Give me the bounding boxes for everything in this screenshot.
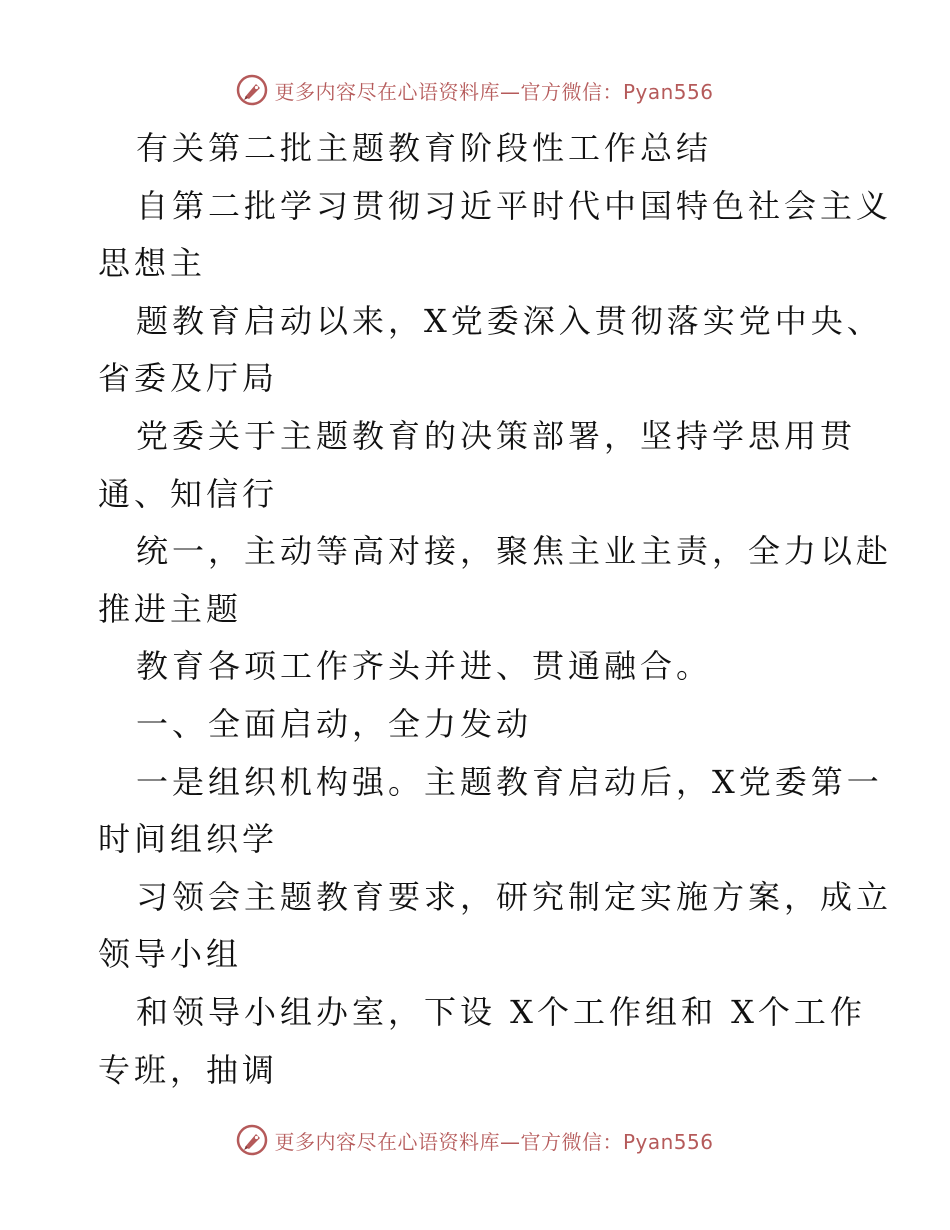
- fountain-pen-logo-icon: [236, 1124, 268, 1156]
- section-heading: 一、全面启动，全力发动: [136, 704, 533, 743]
- doc-line: 时间组织学: [98, 820, 279, 859]
- doc-line: 思想主: [98, 244, 207, 283]
- fountain-pen-logo-icon: [236, 74, 268, 106]
- doc-line: 通、知信行: [98, 474, 279, 513]
- doc-line: 有关第二批主题教育阶段性工作总结: [136, 129, 713, 167]
- watermark-text: 更多内容尽在心语资料库—官方微信：Pyan556: [274, 79, 714, 104]
- doc-line: 党委关于主题教育的决策部署，坚持学思用贯: [136, 416, 857, 455]
- watermark-text: 更多内容尽在心语资料库—官方微信：Pyan556: [274, 1129, 714, 1154]
- doc-line: 自第二批学习贯彻习近平时代中国特色社会主义: [136, 186, 893, 225]
- doc-line: 推进主题: [98, 589, 243, 628]
- doc-line: 一是组织机构强。主题教育启动后，X党委第一: [136, 762, 883, 801]
- doc-line: 习领会主题教育要求，研究制定实施方案，成立: [136, 877, 893, 916]
- watermark-footer: [0, 1120, 950, 1160]
- doc-line: 专班，抽调: [98, 1050, 279, 1089]
- doc-line: 和领导小组办室，下设 X个工作组和 X个工作: [136, 992, 866, 1031]
- doc-line: 教育各项工作齐头并进、贯通融合。: [136, 647, 713, 686]
- watermark-header: [0, 70, 950, 110]
- document-body: [98, 120, 893, 1099]
- doc-line: 题教育启动以来，X党委深入贯彻落实党中央、: [136, 301, 883, 340]
- doc-line: 省委及厅局: [98, 359, 279, 398]
- doc-line: 统一，主动等高对接，聚焦主业主责，全力以赴: [136, 532, 893, 571]
- doc-line: 领导小组: [98, 935, 243, 974]
